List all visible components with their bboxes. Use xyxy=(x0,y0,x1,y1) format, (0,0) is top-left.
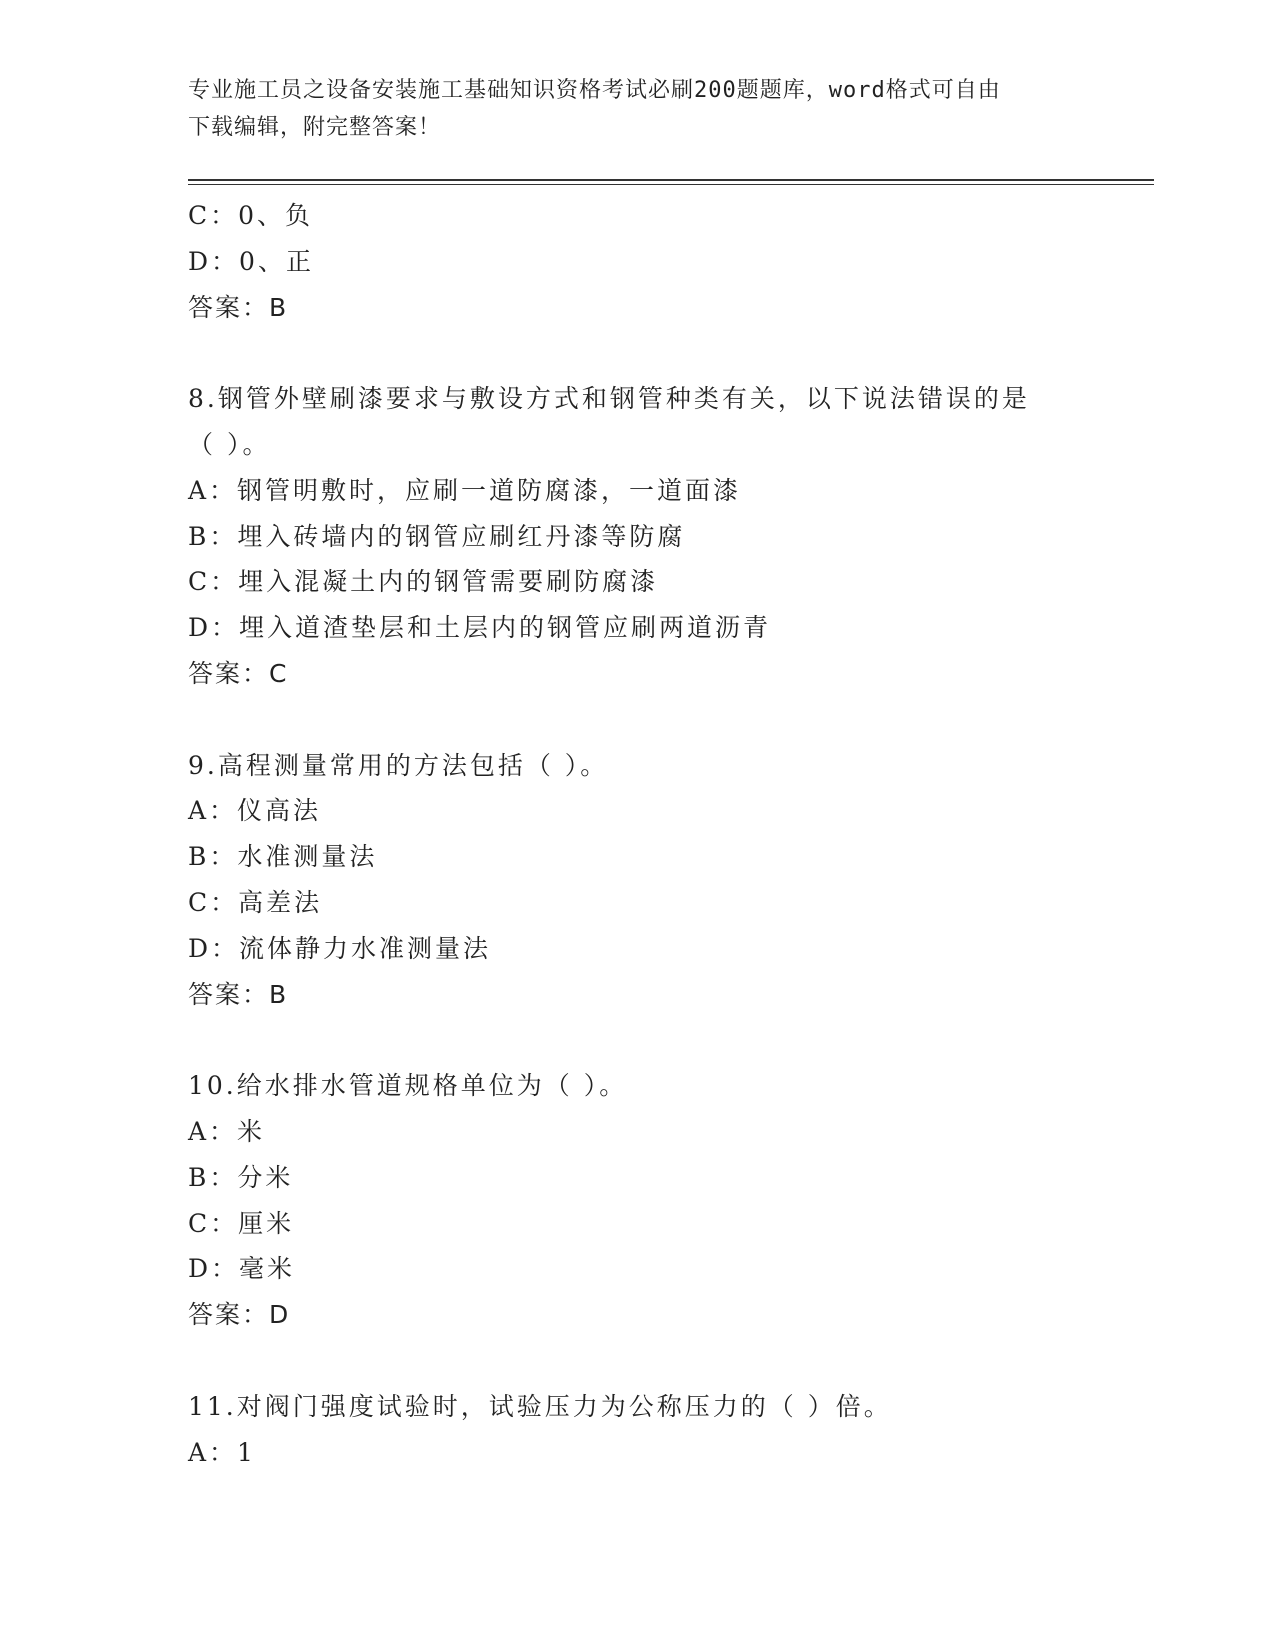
question-stem-continued: （ ）。 xyxy=(188,429,271,459)
option-c: C：0、负 xyxy=(188,201,314,230)
option-c: C：高差法 xyxy=(188,887,323,917)
question-list xyxy=(188,193,1128,1475)
document-header xyxy=(188,72,1088,146)
question-stem: 10.给水排水管道规格单位为（ ）。 xyxy=(188,1071,628,1101)
question-stem: 11.对阀门强度试验时，试验压力为公称压力的（ ）倍。 xyxy=(188,1391,892,1421)
question-11 xyxy=(188,1384,1128,1476)
answer-line: 答案：C xyxy=(188,658,289,688)
option-c: C：埋入混凝土内的钢管需要刷防腐漆 xyxy=(188,567,659,597)
option-a: A：米 xyxy=(188,1116,266,1146)
header-title-line-2: 下载编辑，附完整答案！ xyxy=(188,115,442,140)
question-10 xyxy=(188,1063,1128,1338)
answer-line: 答案：B xyxy=(188,292,289,322)
option-d: D：埋入道渣垫层和土层内的钢管应刷两道沥青 xyxy=(188,613,772,643)
question-8 xyxy=(188,376,1128,697)
answer-line: 答案：D xyxy=(188,1300,291,1330)
option-b: B：水准测量法 xyxy=(188,842,378,872)
option-c: C：厘米 xyxy=(188,1208,295,1238)
option-a: A：钢管明敷时，应刷一道防腐漆，一道面漆 xyxy=(188,475,742,505)
question-stem: 9.高程测量常用的方法包括（ ）。 xyxy=(188,750,609,780)
spacer xyxy=(188,330,1128,376)
option-a: A：1 xyxy=(188,1437,256,1467)
option-b: B：分米 xyxy=(188,1162,294,1192)
header-divider-thick xyxy=(188,179,1154,181)
option-a: A：仪高法 xyxy=(188,796,322,826)
header-title-line-1: 专业施工员之设备安装施工基础知识资格考试必刷200题题库，word格式可自由 xyxy=(188,78,1001,103)
option-d: D：流体静力水准测量法 xyxy=(188,933,492,963)
option-d: D：0、正 xyxy=(188,246,314,276)
question-9 xyxy=(188,743,1128,1018)
option-b: B：埋入砖墙内的钢管应刷红丹漆等防腐 xyxy=(188,521,686,551)
answer-line: 答案：B xyxy=(188,979,289,1009)
spacer xyxy=(188,1338,1128,1384)
spacer xyxy=(188,1017,1128,1063)
question-stem: 8.钢管外壁刷漆要求与敷设方式和钢管种类有关，以下说法错误的是 xyxy=(188,384,1030,414)
option-d: D：毫米 xyxy=(188,1254,296,1284)
continued-question xyxy=(188,193,1128,330)
header-divider-thin xyxy=(188,184,1154,185)
spacer xyxy=(188,697,1128,743)
